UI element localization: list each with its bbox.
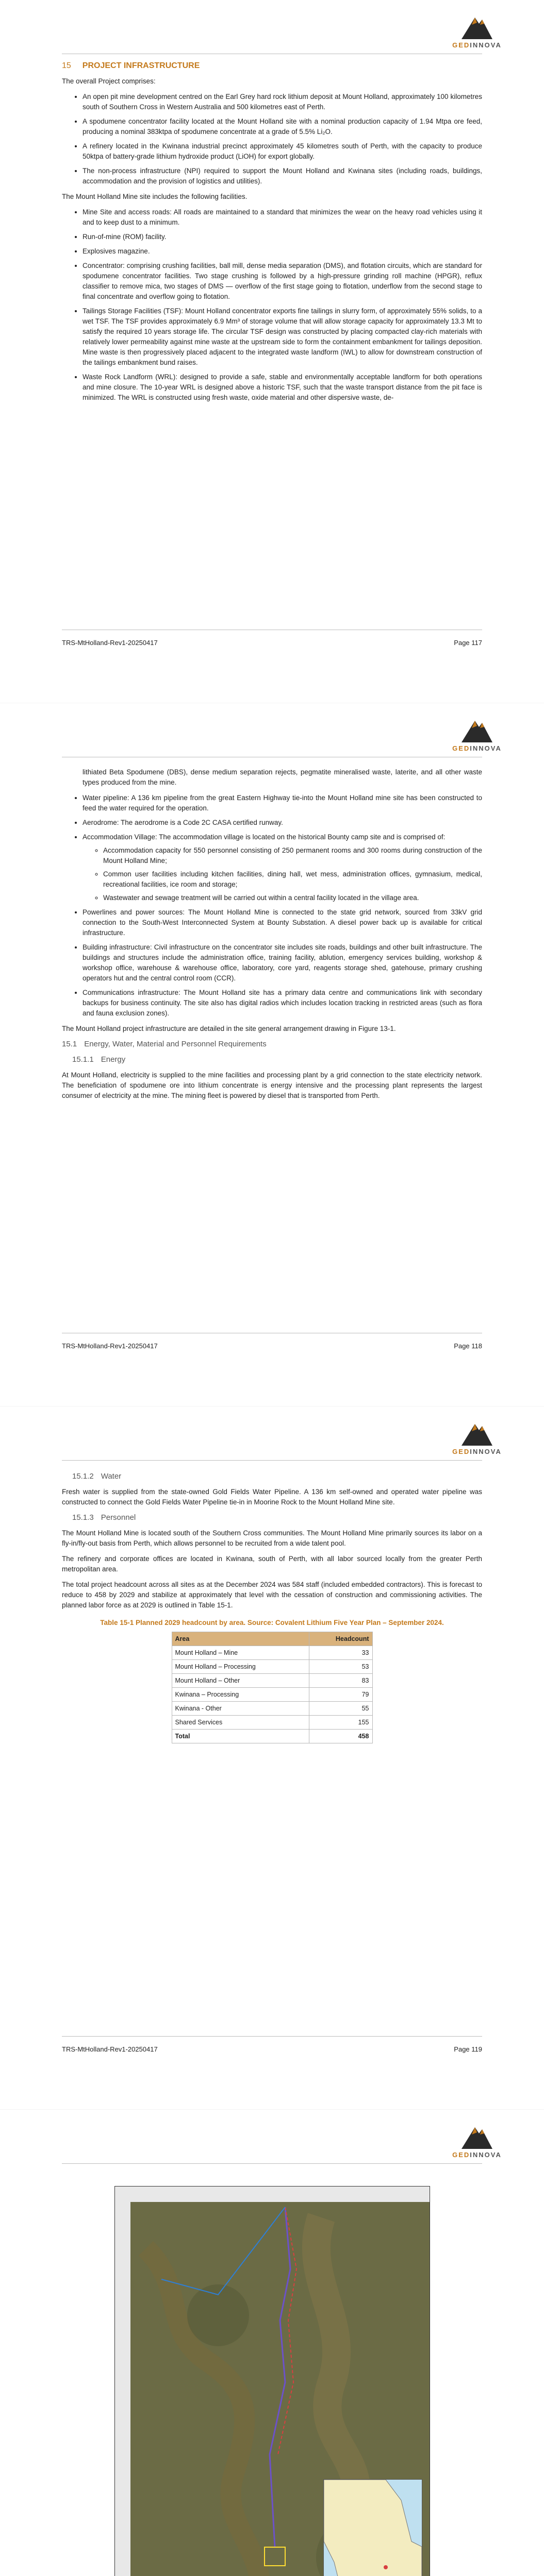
logo-text-innova: INNOVA [470,744,502,752]
section-heading [62,61,482,71]
footer-page-number: Page 118 [454,1342,482,1350]
subsubsection-number: 15.1.3 [72,1513,94,1522]
logo-text-ged: GED [452,2151,470,2159]
table-cell: Total [172,1730,309,1743]
subsection-number: 15.1 [62,1040,77,1048]
pipeline-map-figure [114,2186,430,2576]
personnel-text: The Mount Holland Mine is located south of the Southern Cross communities. The Mount Holland Mine primarily sources its labor on a fly-in/fly-out basis from Perth, which allows personnel to be recruited from a wide talent pool. [62,1529,482,1547]
personnel-text: The refinery and corporate offices are located in Kwinana, south of Perth, with all labor sourced locally from the greater Perth metropolitan area. [62,1555,482,1573]
column-header-headcount: Headcount [309,1632,372,1646]
table-row [172,1646,372,1660]
table-cell: Shared Services [172,1716,309,1730]
table-row [172,1688,372,1702]
table-cell: 79 [309,1688,372,1702]
list-item: • Concentrator: comprising crushing facilities, ball mill, dense media separation (DMS), and flotation circuits, which are standard for spodumene concentrator facilities. Two stage crushing is followed by a high-pressure grinding roll machine (HPGR), reflux classifier to remove mica, two stages of DMS — overflow of the first stage going to flotation, underflow from the second stage to final concentrate and overflow going to flotation. [83,261,482,302]
list-item: • Mine Site and access roads: All roads are maintained to a standard that minimizes the wear on the heavy road vehicles using it and to keep dust to a minimum. [83,207,482,228]
subsubsection-title: Water [101,1472,122,1481]
table-row [172,1702,372,1716]
section-number: 15 [62,61,71,70]
sub-list-item: ◦ Accommodation capacity for 550 personnel consisting of 250 permanent rooms and 300 rooms during construction of the Mount Holland Mine; [103,845,482,866]
table-header-row [172,1632,372,1646]
footer-page-number: Page 117 [454,639,482,647]
table-cell: 458 [309,1730,372,1743]
logo-text-innova: INNOVA [470,1448,502,1455]
table-row [172,1674,372,1688]
list-item: • Powerlines and power sources: The Mount Holland Mine is connected to the state grid network, sourced from 33kV grid connection to the South-West Interconnected System at Bounty Substation. A diesel power back up is available for critical infrastructure. [83,907,482,938]
logo-text-ged: GED [452,744,470,752]
list-item: • A spodumene concentrator facility located at the Mount Holland site with a nominal production capacity of 1.94 Mtpa ore feed, producing a nominal 383ktpa of spodumene concentrate at a grade of 5.5% Li₂O. [83,116,482,137]
layout-note: The Mount Holland project infrastructure are detailed in the site general arrangement drawing in Figure 13-1. [62,1025,396,1032]
accommodation-text: Accommodation Village: The accommodation village is located on the historical Bounty camp site and is comprised of: [83,833,446,841]
page-body [62,61,482,408]
table-cell: Mount Holland – Processing [172,1660,309,1674]
page-footer [62,2045,482,2053]
logo-text-ged: GED [452,1448,470,1455]
table-cell: 53 [309,1660,372,1674]
table-cell: 155 [309,1716,372,1730]
page-body [62,767,482,1106]
table-cell: 83 [309,1674,372,1688]
sub-list-item: ◦ Common user facilities including kitchen facilities, dining hall, wet mess, administration offices, gymnasium, medical, recreational facilities, ice room and storage; [103,869,482,890]
gedinnova-logo [446,12,508,49]
list-item: • Waste Rock Landform (WRL): designed to provide a safe, stable and environmentally acceptable landform for both operations and mine closure. The 10-year WRL is designed above a historic TSF, such that the waste transport distance from the pit face is minimized. The WRL is constructed using fresh waste, oxide material and other dispersive waste, de- [83,372,482,403]
inset-map-image [324,2480,422,2576]
page-footer [62,1342,482,1350]
subsection-heading [62,1039,482,1049]
table-cell: Mount Holland – Mine [172,1646,309,1660]
location-inset-map [323,2479,422,2576]
page-117 [0,0,544,703]
mine-intro-text: The Mount Holland Mine site includes the following facilities. [62,193,248,200]
subsubsection-heading [72,1471,482,1482]
table-cell: 33 [309,1646,372,1660]
intro-text: The overall Project comprises: [62,77,156,85]
mountain-logo-icon [461,1419,492,1446]
list-item: • A refinery located in the Kwinana industrial precinct approximately 45 kilometres south of Perth, with the capacity to produce 50ktpa of battery-grade lithium hydroxide product (LiOH) for export globally. [83,141,482,162]
gedinnova-logo [446,716,508,753]
logo-text-innova: INNOVA [470,41,502,49]
gedinnova-logo [446,1419,508,1456]
subsubsection-title: Energy [101,1055,126,1064]
header-rule [62,1460,482,1461]
page-120 [0,2110,544,2576]
table-total-row [172,1730,372,1743]
logo-text-innova: INNOVA [470,2151,502,2159]
list-item: • Tailings Storage Facilities (TSF): Mount Holland concentrator exports fine tailings in slurry form, of approximately 55% solids, to a wet TSF. The TSF provides approximately 6.9 Mm³ of storage volume that will allow storage capacity for approximately 13.3 Mt to satisfy the required 10 years storage life. The circular TSF design was constructed by placing compacted clay-rich materials with relatively lower permeability against mine waste at the upstream side to form the containment embankment for tailings deposition. Mine waste is then progressively placed adjacent to the integrated waste landform (IWL) to allow for downstream construction of the tailings embankment bund raises. [83,306,482,368]
list-item: • Run-of-mine (ROM) facility. [83,232,482,242]
gedinnova-logo [446,2122,508,2159]
page-118 [0,703,544,1406]
page-body [62,1467,482,1751]
list-item: • Explosives magazine. [83,246,482,257]
section-title: PROJECT INFRASTRUCTURE [82,61,200,70]
mountain-logo-icon [461,12,492,39]
list-item: • The non-process infrastructure (NPI) required to support the Mount Holland and Kwinana sites (including roads, buildings, accommodation and the provision of logistics and utilities). [83,166,482,187]
continued-text: lithiated Beta Spodumene (DBS), dense medium separation rejects, pegmatite mineralised waste, laterite, and all other waste types produced from the mine. [83,768,482,786]
subsection-title: Energy, Water, Material and Personnel Requirements [84,1040,267,1048]
list-item [83,832,482,903]
table-cell: Kwinana – Processing [172,1688,309,1702]
accommodation-sublist [83,845,482,903]
energy-text: At Mount Holland, electricity is supplied to the mine facilities and processing plant by a grid connection to the state electricity network. The beneficiation of spodumene ore into lithium concentrate is energy intensive and the processing plant represents the largest consumer of electricity at the mine. The mining fleet is powered by diesel that is transported from Perth. [62,1071,482,1099]
table-cell: Mount Holland – Other [172,1674,309,1688]
mountain-logo-icon [461,2122,492,2149]
footer-page-number: Page 119 [454,2045,482,2053]
water-text: Fresh water is supplied from the state-owned Gold Fields Water Pipeline. A 136 km self-owned and operated water pipeline was constructed to connect the Gold Fields Water Pipeline tie-in in Moorine Rock to the Mount Holland Mine site. [62,1488,482,1506]
personnel-text: The total project headcount across all sites as at the December 2024 was 584 staff (included embedded contractors). This is forecast to reduce to 458 by 2029 and stabilize at approximately that level with the cessation of construction and commissioning activities. The planned labor force as at 2029 is outlined in Table 15-1. [62,1581,482,1609]
mine-facilities-list [62,207,482,403]
mountain-logo-icon [461,716,492,742]
table-row [172,1660,372,1674]
list-item: • Aerodrome: The aerodrome is a Code 2C CASA certified runway. [83,818,482,828]
column-header-area: Area [172,1632,309,1646]
list-item: • An open pit mine development centred on the Earl Grey hard rock lithium deposit at Mount Holland, approximately 100 kilometres south of Southern Cross in Western Australia and 500 kilometres east of Perth. [83,92,482,112]
logo-text-ged: GED [452,41,470,49]
headcount-table [172,1632,373,1743]
footer-doc-id: TRS-MtHolland-Rev1-20250417 [62,2045,158,2053]
sub-list-item: ◦ Wastewater and sewage treatment will be carried out within a central facility located in the village area. [103,893,482,903]
subsubsection-heading [72,1513,482,1523]
table-cell: Kwinana - Other [172,1702,309,1716]
subsubsection-number: 15.1.1 [72,1055,94,1064]
footer-rule [62,2036,482,2037]
table-caption: Table 15-1 Planned 2029 headcount by area. Source: Covalent Lithium Five Year Plan – September 2024. [100,1619,444,1626]
subsubsection-title: Personnel [101,1513,136,1522]
infrastructure-list [62,793,482,1019]
table-row [172,1716,372,1730]
table-cell: 55 [309,1702,372,1716]
page-119 [0,1406,544,2110]
page-footer [62,639,482,647]
list-item: • Communications infrastructure: The Mount Holland site has a primary data centre and communications link with secondary backups for business continuity. The site also has digital radios which includes location tracking in restricted areas (such as flora and fauna exclusion zones). [83,988,482,1019]
list-item: • Building infrastructure: Civil infrastructure on the concentrator site includes site roads, buildings and other built infrastructure. The buildings and structures include the administration office, training facility, ablution, emergency services building, workshop & workshop office, warehouse & warehouse office, laboratory, core yard, reagents storage shed, gatehouse, primary crushing operators hut and the central control room (CCR). [83,942,482,984]
project-list [62,92,482,187]
header-rule [62,2163,482,2164]
footer-doc-id: TRS-MtHolland-Rev1-20250417 [62,639,158,647]
subsubsection-number: 15.1.2 [72,1472,94,1481]
subsubsection-heading [72,1055,482,1065]
footer-doc-id: TRS-MtHolland-Rev1-20250417 [62,1342,158,1350]
list-item: • Water pipeline: A 136 km pipeline from the great Eastern Highway tie-into the Mount Holland mine site has been constructed to feed the water required for the operation. [83,793,482,814]
